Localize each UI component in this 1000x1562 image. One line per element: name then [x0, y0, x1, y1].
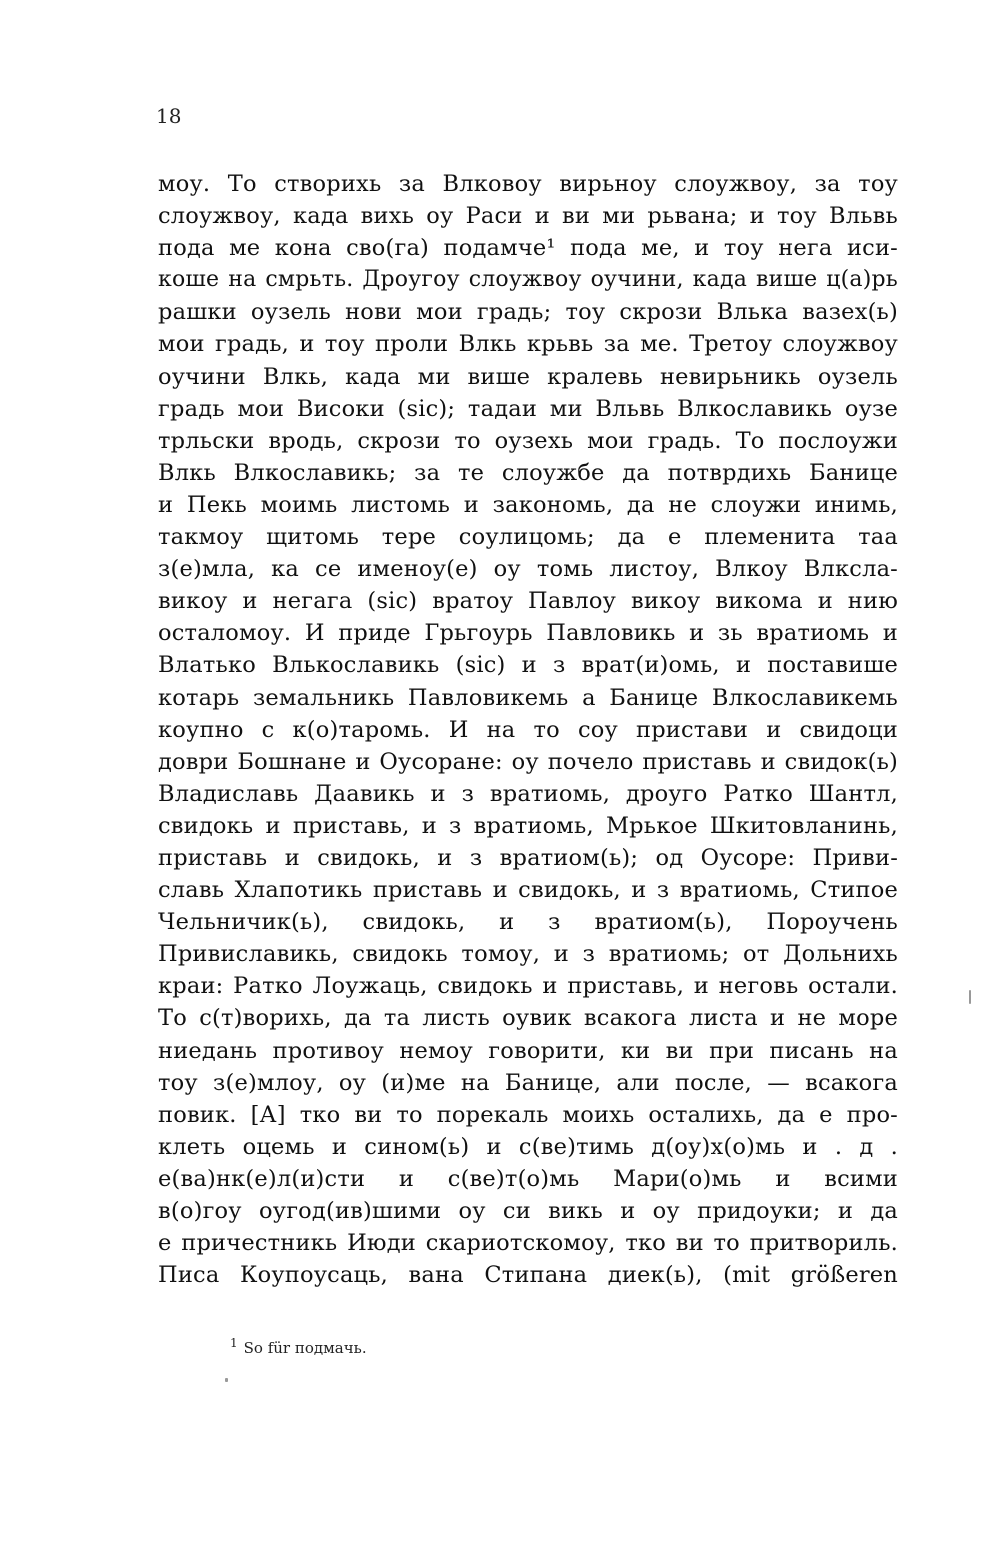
text-line: осталомоу. И приде Грьгоурь Павловикь и зь вратиомь и [158, 620, 898, 647]
text-line: повик. [А] тко ви то порекаль моихь осталихь, да е про- [158, 1101, 898, 1128]
text-line: тоу з(е)млоу, оу (и)ме на Банице, али после, — всакога [158, 1069, 898, 1096]
text-line: Влатько Влькославикь (sic) и з врат(и)омь, и поставише [158, 652, 898, 679]
text-line: котарь земальникь Павловикемь а Банице Влкославикемь [158, 684, 898, 711]
text-line: е причестникь Июди скариотскомоу, тко ви то притвориль. [158, 1230, 898, 1257]
text-line: краи: Ратко Лоужаць, свидокь и приставь, и неговь остали. [158, 973, 898, 1000]
text-line: Писа Коупоусаць, вана Стипана диек(ь), (mit größeren [158, 1262, 898, 1289]
text-line: коше на смрьть. Дроугоу слоужвоу оучини, када више ц(а)рь [158, 267, 898, 293]
text-line: оучини Влкь, када ми више кралевь невирьникь оузель [158, 363, 898, 390]
text-line: моу. То створихь за Влковоу вирьноу слоужвоу, за тоу [158, 171, 898, 197]
text-line: викоу и негага (sic) вратоу Павлоу викоу викома и нию [158, 588, 898, 615]
text-line: трльски вродь, скрози то оузехь мои градь. То послоужи [158, 427, 898, 454]
text-line: мои градь, и тоу проли Влкь крьвь за ме. Третоу слоужвоу [158, 331, 898, 358]
text-line: з(е)мла, ка се именоу(е) оу томь листоу, Влкоу Влксла- [158, 556, 898, 583]
text-line: Владиславь Даавикь и з вратиомь, дроуго Ратко Шантл, [158, 780, 898, 807]
text-line: клеть оцемь и сином(ь) и с(ве)тимь д(оу)х(о)мь и . д . [158, 1133, 898, 1160]
text-line: градь мои Високи (sic); тадаи ми Вльвь Влкославикь оузе [158, 395, 898, 422]
scan-speck [225, 1378, 228, 1382]
footnote-text: So für подмачь. [243, 1339, 367, 1357]
text-line: доври Бошнане и Оусоране: оу почело приставь и свидок(ь) [158, 748, 898, 775]
footnote-mark: 1 [230, 1336, 238, 1350]
text-line: е(ва)нк(е)л(и)сти и с(ве)т(о)мь Мари(о)мь и всими [158, 1165, 898, 1192]
text-line: Привиславикь, свидокь томоу, и з вратиомь; от Дольнихь [158, 941, 898, 968]
text-line: приставь и свидокь, и з вратиом(ь); од Оусоре: Приви- [158, 844, 898, 871]
scan-speck [969, 990, 971, 1004]
text-line: славь Хлапотикь приставь и свидокь, и з вратиомь, Стипое [158, 877, 898, 904]
text-line: в(о)гоу оугод(ив)шими оу си викь и оу придоуки; и да [158, 1198, 898, 1224]
body-text [158, 168, 898, 1291]
text-line: рашки оузель нови мои градь; тоу скрози Влька вазех(ь) [158, 299, 898, 326]
text-line: слоужвоу, када вихь оу Раси и ви ми рьвана; и тоу Вльвь [158, 203, 898, 230]
footnote [230, 1336, 367, 1357]
text-line: пода ме кона сво(га) подамче¹ пода ме, и тоу нега иси- [158, 235, 898, 262]
text-line: То с(т)ворихь, да та листь оувик всакога листа и не море [158, 1005, 898, 1032]
text-line: и Пекь моимь листомь и закономь, да не слоужи инимь, [158, 491, 898, 518]
text-line: коупно с к(о)таромь. И на то соу пристави и свидоци [158, 716, 898, 743]
text-line: Влкь Влкославикь; за те слоужбе да потврдихь Банице [158, 459, 898, 486]
text-line: Чельничик(ь), свидокь, и з вратиом(ь), Пороучень [158, 909, 898, 936]
text-line: такмоу щитомь тере соулицомь; да е племенита таа [158, 524, 898, 551]
text-line: свидокь и приставь, и з вратиомь, Мрькое Шкитовланинь, [158, 812, 898, 839]
text-line: ниедань противоу немоу говорити, ки ви при писань на [158, 1037, 898, 1064]
page-number: 18 [156, 104, 182, 128]
